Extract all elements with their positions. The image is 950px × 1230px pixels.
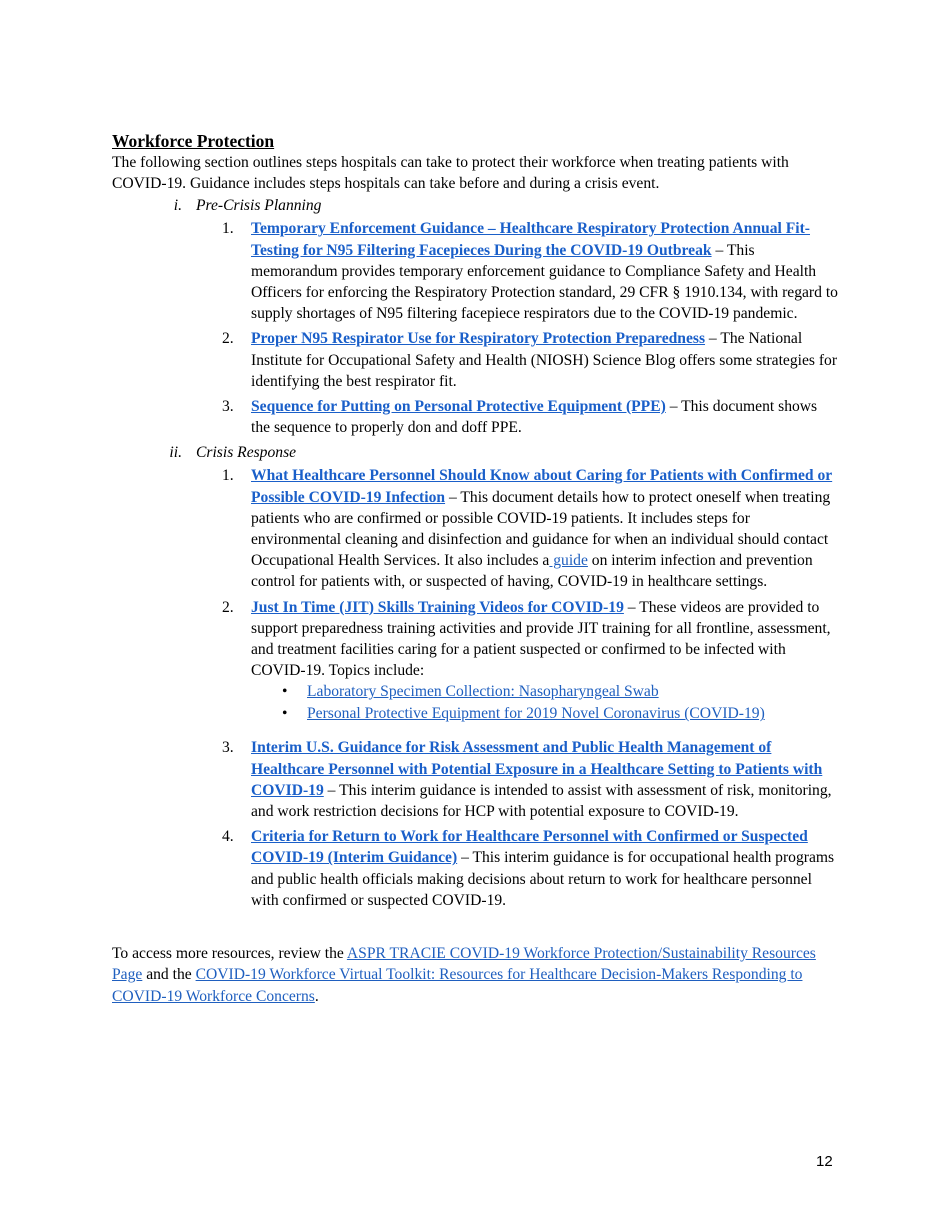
list-item [112, 218, 840, 324]
ppe-sequence-link[interactable]: Sequence for Putting on Personal Protective Equipment (PPE) [251, 398, 666, 416]
list-item [112, 328, 840, 392]
item-description: – These videos are provided to support preparedness training activities and provide JIT training for all frontline, assessment, and treatment facilities caring for a patient suspected or confirmed to be infected with COVID-19. Topics include: [251, 598, 831, 680]
list-item [282, 681, 840, 703]
item-number: 1. [222, 467, 234, 485]
item-description: – The National Institute for Occupational Safety and Health (NIOSH) Science Blog offers some strategies for identifying the best respirator fit. [251, 330, 838, 390]
item-number: 3. [222, 398, 234, 416]
nasopharyngeal-swab-link[interactable]: Laboratory Specimen Collection: Nasopharyngeal Swab [307, 683, 659, 701]
crisis-numeral: ii. [169, 444, 182, 462]
pre-crisis-list [112, 218, 840, 438]
list-item [112, 737, 840, 822]
respiratory-fit-testing-link[interactable]: Temporary Enforcement Guidance – Healthcare Respiratory Protection Annual Fit-Testing for N95 Filtering Facepieces During the COVID-19 Outbreak [251, 220, 810, 259]
crisis-title: Crisis Response [196, 444, 297, 462]
footer-mid: and the [142, 966, 196, 984]
risk-assessment-guidance-link[interactable]: Interim U.S. Guidance for Risk Assessment and Public Health Management of Healthcare Personnel with Potential Exposure in a Healthcare Setting to Patients with COVID-19 [251, 739, 823, 799]
return-to-work-criteria-link[interactable]: Criteria for Return to Work for Healthcare Personnel with Confirmed or Suspected COVID-19 (Interim Guidance) [251, 828, 808, 867]
item-description-cont: on interim infection and prevention control for patients with, or suspected of having, COVID-19 in healthcare settings. [251, 552, 813, 591]
caring-for-patients-link[interactable]: What Healthcare Personnel Should Know about Caring for Patients with Confirmed or Possible COVID-19 Infection [251, 467, 833, 506]
aspr-tracie-resources-link[interactable]: ASPR TRACIE COVID-19 Workforce Protection/Sustainability Resources Page [112, 945, 816, 984]
pre-crisis-heading [112, 195, 840, 218]
section-heading: Workforce Protection [112, 131, 275, 151]
item-description: – This document details how to protect oneself when treating patients who are confirmed or possible COVID-19 patients. It includes steps for environmental cleaning and disinfection and guidance for when an individual should contact Occupational Health Services. It also includes a [251, 488, 831, 570]
item-description: – This interim guidance is intended to assist with assessment of risk, monitoring, and work restriction decisions for HCP with potential exposure to COVID-19. [251, 781, 832, 821]
resources-paragraph [112, 943, 840, 1007]
guide-link[interactable]: guide [549, 552, 588, 570]
item-number: 3. [222, 739, 234, 757]
item-description: – This document shows the sequence to properly don and doff PPE. [251, 398, 818, 437]
crisis-list [112, 465, 840, 911]
document-page [112, 130, 840, 1007]
pre-crisis-numeral: i. [173, 197, 182, 215]
list-item [282, 703, 840, 725]
bullet-icon: • [282, 683, 288, 701]
page-number: 12 [816, 1153, 833, 1170]
list-item [112, 826, 840, 911]
item-number: 4. [222, 828, 234, 846]
list-item [112, 597, 840, 726]
n95-respirator-use-link[interactable]: Proper N95 Respirator Use for Respiratory Protection Preparedness [251, 330, 706, 348]
ppe-novel-coronavirus-link[interactable]: Personal Protective Equipment for 2019 Novel Coronavirus (COVID-19) [307, 705, 765, 723]
footer-lead: To access more resources, review the [112, 945, 347, 963]
footer-end: . [314, 987, 319, 1005]
section-intro: The following section outlines steps hospitals can take to protect their workforce when treating patients with COVID-19. Guidance includes steps hospitals can take before and during a crisis event. [112, 154, 789, 193]
jit-training-videos-link[interactable]: Just In Time (JIT) Skills Training Videos for COVID-19 [251, 598, 624, 616]
item-number: 2. [222, 330, 234, 348]
list-item [112, 396, 840, 438]
item-number: 1. [222, 220, 234, 238]
item-description: – This interim guidance is for occupational health programs and public health officials making decisions about return to work for healthcare personnel with confirmed or suspected COVID-19. [251, 849, 835, 909]
topics-list [251, 681, 840, 725]
item-number: 2. [222, 598, 234, 616]
workforce-virtual-toolkit-link[interactable]: COVID-19 Workforce Virtual Toolkit: Resources for Healthcare Decision-Makers Responding to COVID-19 Workforce Concerns [112, 966, 803, 1005]
item-description: – This memorandum provides temporary enforcement guidance to Compliance Safety and Health Officers for enforcing the Respiratory Protection standard, 29 CFR § 1910.134, with regard to supply shortages of N95 filtering facepiece respirators due to the COVID-19 pandemic. [251, 241, 838, 323]
crisis-heading [112, 442, 840, 465]
pre-crisis-title: Pre-Crisis Planning [196, 197, 322, 215]
bullet-icon: • [282, 705, 288, 723]
list-item [112, 465, 840, 592]
